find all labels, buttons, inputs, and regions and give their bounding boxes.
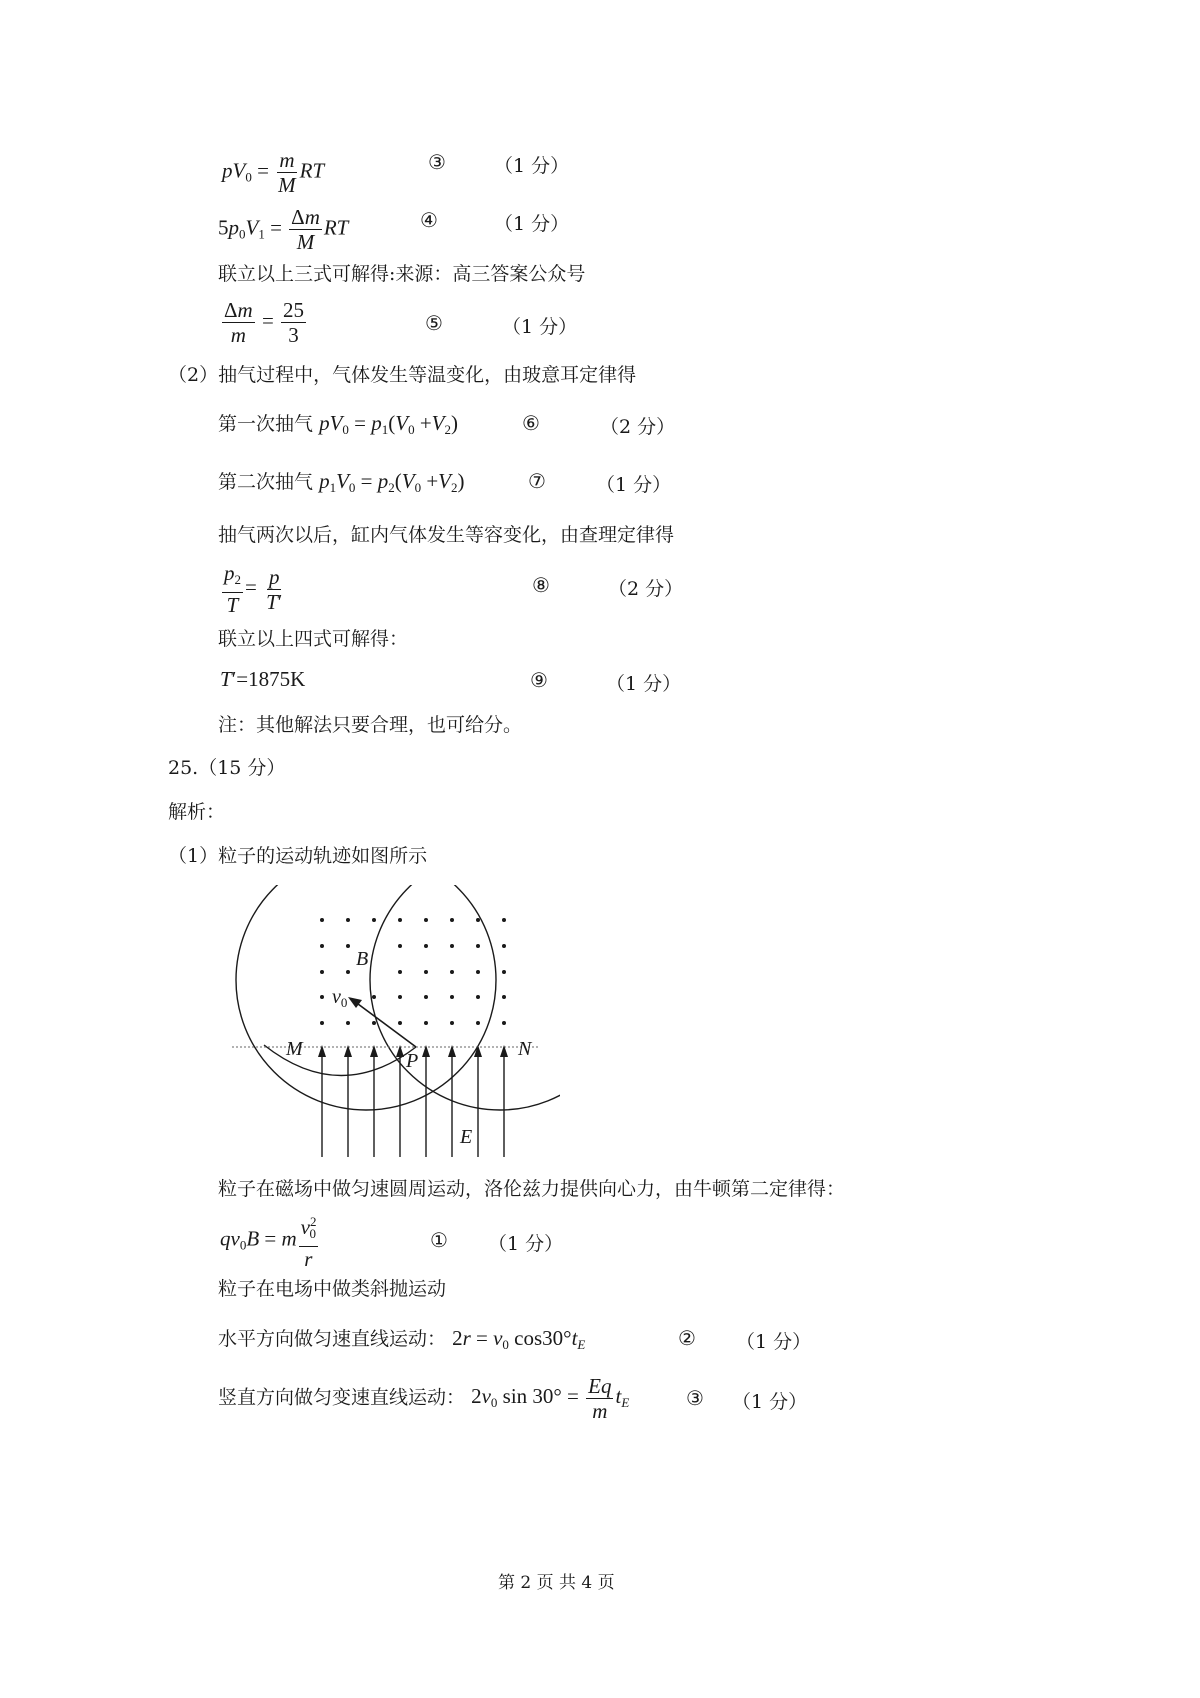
equation-9-score: （1 分） [606, 673, 682, 695]
equation-7-score: （1 分） [596, 474, 672, 496]
equation-3-tag: ③ [428, 150, 446, 174]
equation-4-tag: ④ [420, 208, 438, 232]
equation-9-tag: ⑨ [530, 668, 548, 692]
equation-6: 第一次抽气 $pV_0 = p_1(V_0 +V_2)$ [218, 411, 458, 437]
frac-denominator: 3 [288, 323, 299, 347]
equation-8: $\frac{p_2}{T}$ = $\frac{p}{T'}$ [224, 561, 283, 617]
question-25-header: 25.（15 分） [168, 757, 286, 779]
equation-6-score: （2 分） [600, 416, 676, 438]
q25-equation-2: 水平方向做匀速直线运动： $2r = v_0$ $\cos 30^\circ t_E$ [218, 1326, 586, 1352]
equation-4: $5p_0V_1$ = $\frac{\Delta m}{M}$ RT [218, 205, 349, 254]
part1-intro: （1）粒子的运动轨迹如图所示 [168, 845, 428, 867]
horizontal-label: 水平方向做匀速直线运动： [218, 1328, 447, 1350]
equation-6-tag: ⑥ [522, 411, 540, 435]
label-B: B [356, 948, 369, 970]
label-P: P [406, 1050, 419, 1072]
page-footer: 第 2 页 共 4 页 [498, 1573, 615, 1593]
frac-numerator: 25 [283, 298, 305, 322]
left-circle [236, 885, 496, 1110]
equation-7-tag: ⑦ [528, 469, 546, 493]
equation-5: $\frac{\Delta m}{m}$ = $\frac{25}{3}$ [224, 298, 305, 347]
label-v0: $v_0$ [332, 986, 348, 1010]
q25-equation-3-score: （1 分） [732, 1391, 808, 1413]
q25-equation-3: 竖直方向做匀变速直线运动： $2v_0$ sin 30° = $\frac{Eq}{m}$ $t_E$ [218, 1374, 630, 1423]
equation-9: T′=1875K [220, 667, 306, 691]
magnetic-text: 粒子在磁场中做匀速圆周运动，洛伦兹力提供向心力，由牛顿第二定律得： [218, 1178, 846, 1200]
equation-9-value: =1875K [236, 667, 306, 691]
q25-equation-2-score: （1 分） [736, 1331, 812, 1353]
equation-4-score: （1 分） [494, 213, 570, 235]
combine-three-text: 联立以上三式可解得:来源：高三答案公众号 [218, 263, 586, 285]
q25-equation-2-tag: ② [678, 1326, 696, 1350]
q25-equation-3-tag: ③ [686, 1386, 704, 1410]
label-M: M [286, 1038, 303, 1060]
equation-3: $pV_0$ = $\frac{m}{M}$ RT [222, 148, 325, 197]
second-pump-label: 第二次抽气 [218, 471, 314, 493]
magnetic-field-dots [320, 918, 506, 1025]
trajectory-figure [230, 885, 560, 1165]
part2-intro: （2）抽气过程中，气体发生等温变化，由玻意耳定律得 [168, 364, 637, 386]
label-N: N [518, 1038, 532, 1060]
q25-equation-1: $qv_0B = m$ $\frac{v^2_0}{r}$ [220, 1210, 320, 1271]
after-pump-text: 抽气两次以后，缸内气体发生等容变化，由查理定律得 [218, 524, 675, 546]
electric-text: 粒子在电场中做类斜抛运动 [218, 1278, 447, 1300]
q25-equation-1-tag: ① [430, 1228, 448, 1252]
equation-5-tag: ⑤ [425, 311, 443, 335]
equation-3-score: （1 分） [494, 155, 570, 177]
analysis-label: 解析： [168, 801, 226, 823]
velocity-arrow [348, 997, 416, 1047]
equation-8-tag: ⑧ [532, 573, 550, 597]
combine-four-text: 联立以上四式可解得： [218, 628, 409, 650]
equation-8-score: （2 分） [608, 578, 684, 600]
vertical-label: 竖直方向做匀变速直线运动： [218, 1386, 466, 1409]
note-text: 注：其他解法只要合理，也可给分。 [218, 714, 523, 736]
equation-7: 第二次抽气 $p_1V_0 = p_2(V_0 +V_2)$ [218, 469, 465, 495]
label-E: E [460, 1126, 473, 1148]
q25-equation-1-score: （1 分） [488, 1233, 564, 1255]
equation-5-score: （1 分） [502, 316, 578, 338]
first-pump-label: 第一次抽气 [218, 413, 314, 435]
